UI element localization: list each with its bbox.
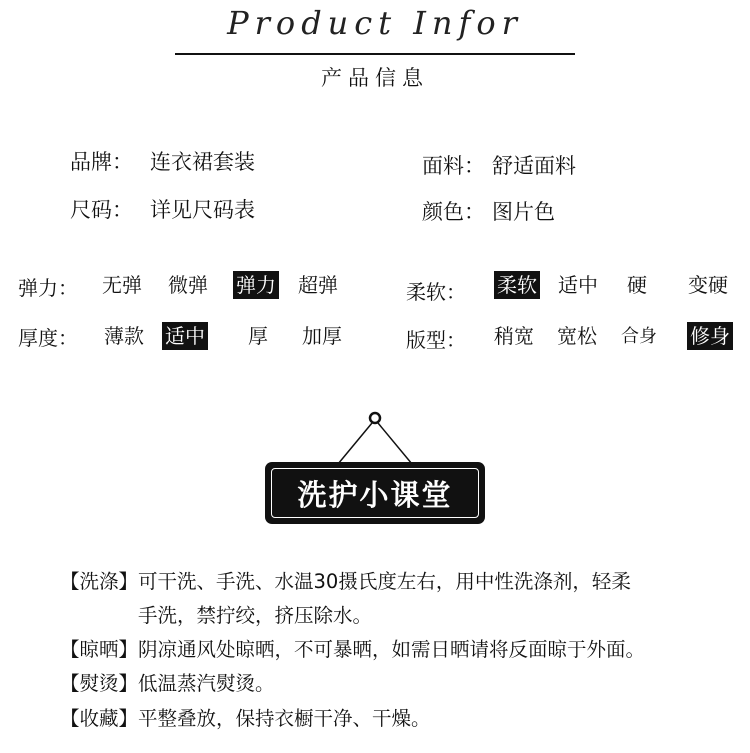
softness-option-hard: 硬	[627, 273, 647, 297]
brand-label: 品牌：	[70, 150, 133, 174]
section-title: 产品信息	[321, 66, 429, 90]
care-wash-line-2: 手洗，禁拧绞，挤压除水。	[138, 604, 373, 627]
color-value: 图片色	[492, 200, 555, 224]
dry-tag: 【晾晒】	[60, 638, 139, 661]
brand-value: 连衣裙套装	[150, 150, 255, 174]
header-divider	[175, 53, 575, 55]
wash-tag: 【洗涤】	[60, 570, 139, 593]
fabric-value: 舒适面料	[492, 154, 576, 178]
care-dry-line	[60, 634, 645, 662]
store-text: 平整叠放，保持衣橱干净、干燥。	[138, 707, 431, 730]
hanging-hook-icon	[330, 408, 420, 466]
fit-label: 版型：	[406, 328, 466, 352]
care-iron-line	[60, 668, 275, 696]
iron-text: 低温蒸汽熨烫。	[138, 672, 275, 695]
thickness-option-extra-thick: 加厚	[302, 324, 342, 348]
elasticity-option-super: 超弹	[298, 273, 338, 297]
fit-option-slightly-wide: 稍宽	[494, 324, 534, 348]
care-title: 洗护小课堂	[271, 468, 479, 518]
fit-option-fitted: 合身	[621, 326, 657, 347]
softness-option-medium: 适中	[558, 273, 598, 297]
care-title-sign	[265, 462, 485, 524]
care-wash-line	[60, 566, 631, 594]
color-label: 颜色：	[422, 200, 485, 224]
iron-tag: 【熨烫】	[60, 672, 139, 695]
size-label: 尺码：	[70, 198, 133, 222]
thickness-option-thick: 厚	[248, 324, 268, 348]
care-store-line	[60, 703, 431, 731]
script-title: Product Infor	[227, 4, 523, 42]
fit-option-loose: 宽松	[557, 324, 597, 348]
softness-option-harder: 变硬	[688, 273, 728, 297]
elasticity-option-none: 无弹	[102, 273, 142, 297]
store-tag: 【收藏】	[60, 707, 139, 730]
elasticity-label: 弹力：	[18, 276, 78, 300]
size-value: 详见尺码表	[150, 198, 255, 222]
thickness-label: 厚度：	[18, 326, 78, 350]
thickness-option-thin: 薄款	[104, 324, 144, 348]
wash-text: 可干洗、手洗、水温30摄氏度左右，用中性洗涤剂，轻柔	[138, 570, 631, 593]
softness-label: 柔软：	[406, 280, 466, 304]
elasticity-option-slight: 微弹	[168, 273, 208, 297]
fabric-label: 面料：	[422, 154, 485, 178]
dry-text: 阴凉通风处晾晒，不可暴晒，如需日晒请将反面晾于外面。	[138, 638, 646, 661]
softness-option-soft-selected: 柔软	[494, 271, 540, 299]
elasticity-option-elastic-selected: 弹力	[233, 271, 279, 299]
thickness-option-medium-selected: 适中	[162, 322, 208, 350]
fit-option-slim-selected: 修身	[687, 322, 733, 350]
